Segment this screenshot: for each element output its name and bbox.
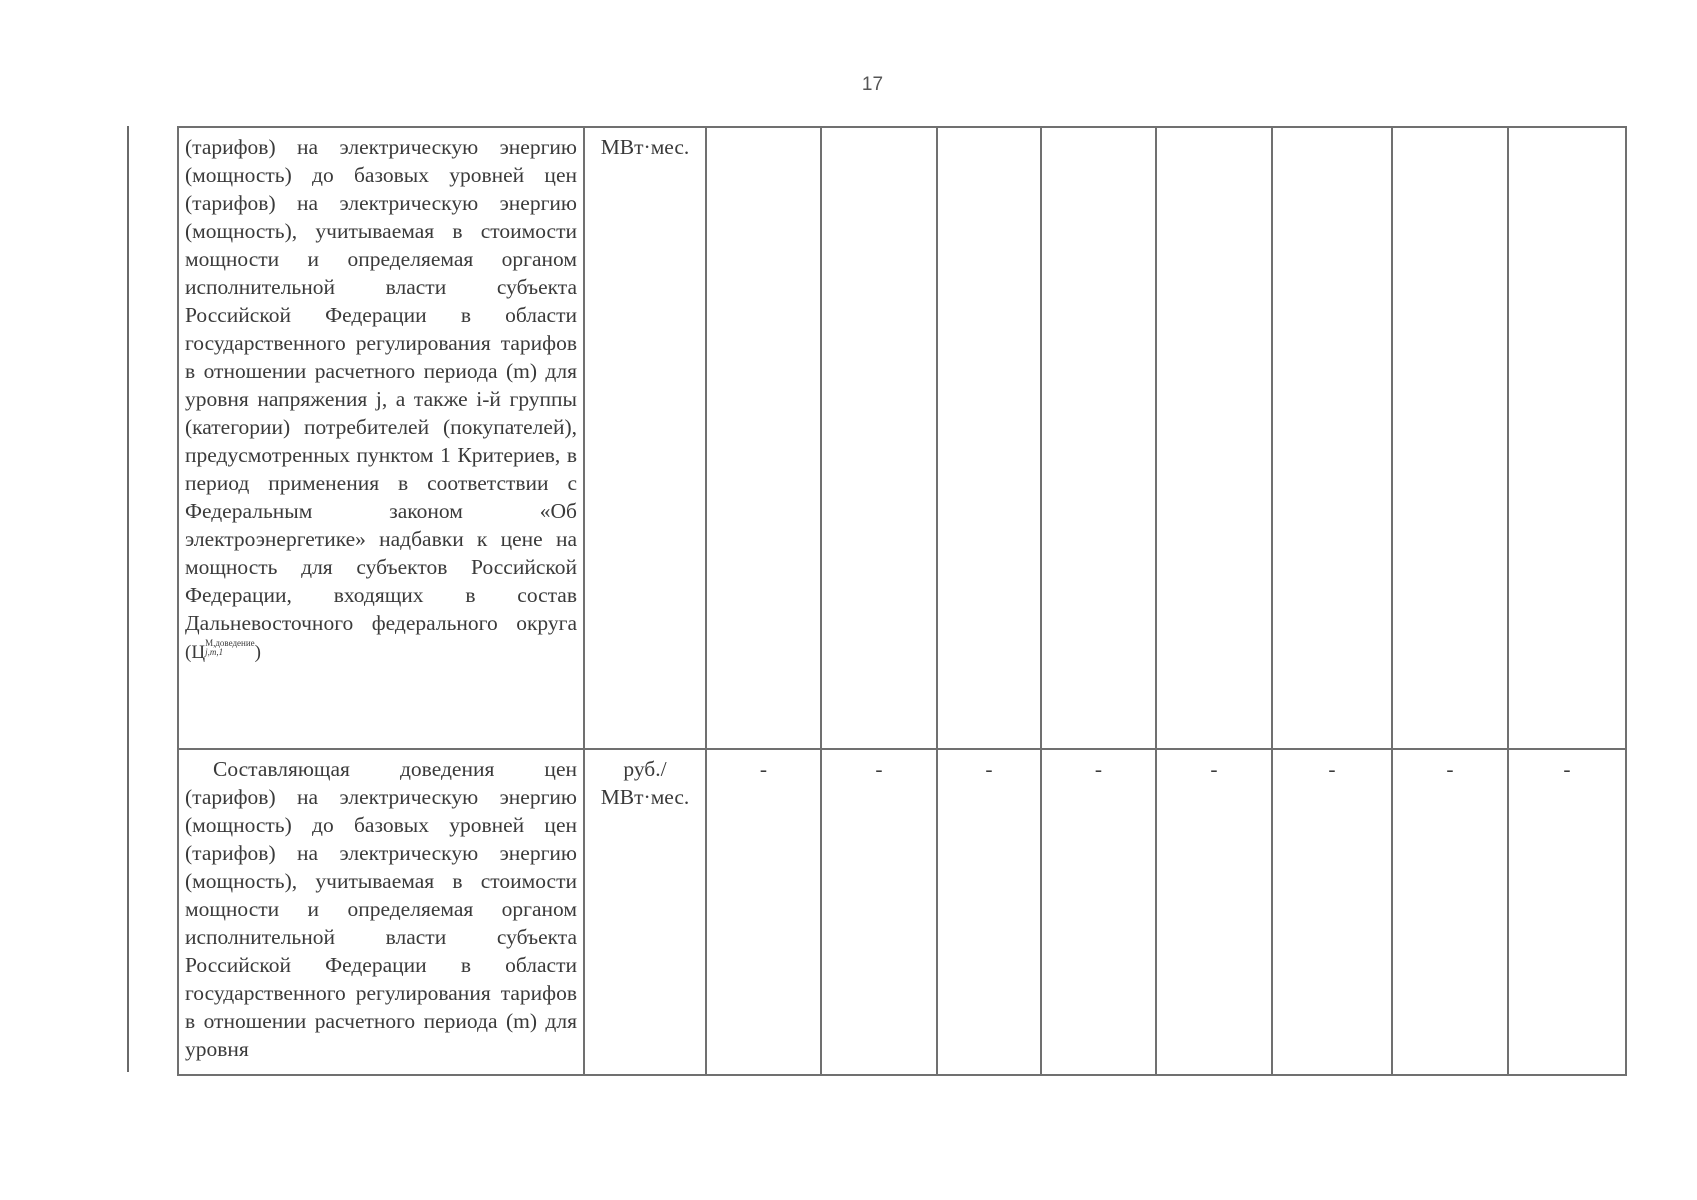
row-description-cell — [178, 127, 584, 749]
page-number: 17 — [861, 74, 884, 95]
value-cell: - — [1156, 749, 1272, 1075]
value-cell: - — [706, 749, 821, 1075]
row-description-text: (тарифов) на электрическую энергию (мощность) до базовых уровней цен (тарифов) на электрическую энергию (мощность), учитываемая в стоимости мощности и определяемая органом исполнительной власти субъекта Российской Федерации в области государственного регулирования тарифов в отношении расчетного периода (m) для уровня напряжения j, а также i-й группы (категории) потребителей (покупателей), предусмотренных пунктом 1 Критериев, в период применения в соответствии с Федеральным законом «Об электроэнергетике» надбавки к цене на мощность для субъектов Российской Федерации, входящих в состав Дальневосточного федерального округа — [185, 135, 577, 635]
value-cell — [1392, 127, 1508, 749]
value-cell — [1508, 127, 1626, 749]
value-cell: - — [1041, 749, 1156, 1075]
value-cell — [937, 127, 1041, 749]
row-description-cell — [178, 749, 584, 1075]
unit-text-line1: руб./ — [623, 757, 667, 781]
value-cell — [821, 127, 937, 749]
unit-text: МВт·мес. — [600, 135, 690, 159]
table-row — [178, 749, 1626, 1075]
value-cell — [1272, 127, 1392, 749]
left-margin-rule — [127, 126, 129, 1072]
tariff-table — [177, 126, 1627, 1076]
unit-cell — [584, 749, 706, 1075]
unit-text-line2: МВт·мес. — [600, 785, 690, 809]
value-cell: - — [1508, 749, 1626, 1075]
value-cell — [1041, 127, 1156, 749]
unit-cell — [584, 127, 706, 749]
formula-price-notation: (Ц М,доведение j,m,1 ) — [185, 637, 261, 663]
value-cell — [1156, 127, 1272, 749]
value-cell: - — [1272, 749, 1392, 1075]
row-description-text: Составляющая доведения цен (тарифов) на электрическую энергию (мощность) до базовых уровней цен (тарифов) на электрическую энергию (мощность), учитываемая в стоимости мощности и определяемая органом исполнительной власти субъекта Российской Федерации в области государственного регулирования тарифов в отношении расчетного периода (m) для уровня — [185, 757, 577, 1061]
value-cell: - — [821, 749, 937, 1075]
value-cell: - — [1392, 749, 1508, 1075]
value-cell: - — [937, 749, 1041, 1075]
table-row — [178, 127, 1626, 749]
value-cell — [706, 127, 821, 749]
